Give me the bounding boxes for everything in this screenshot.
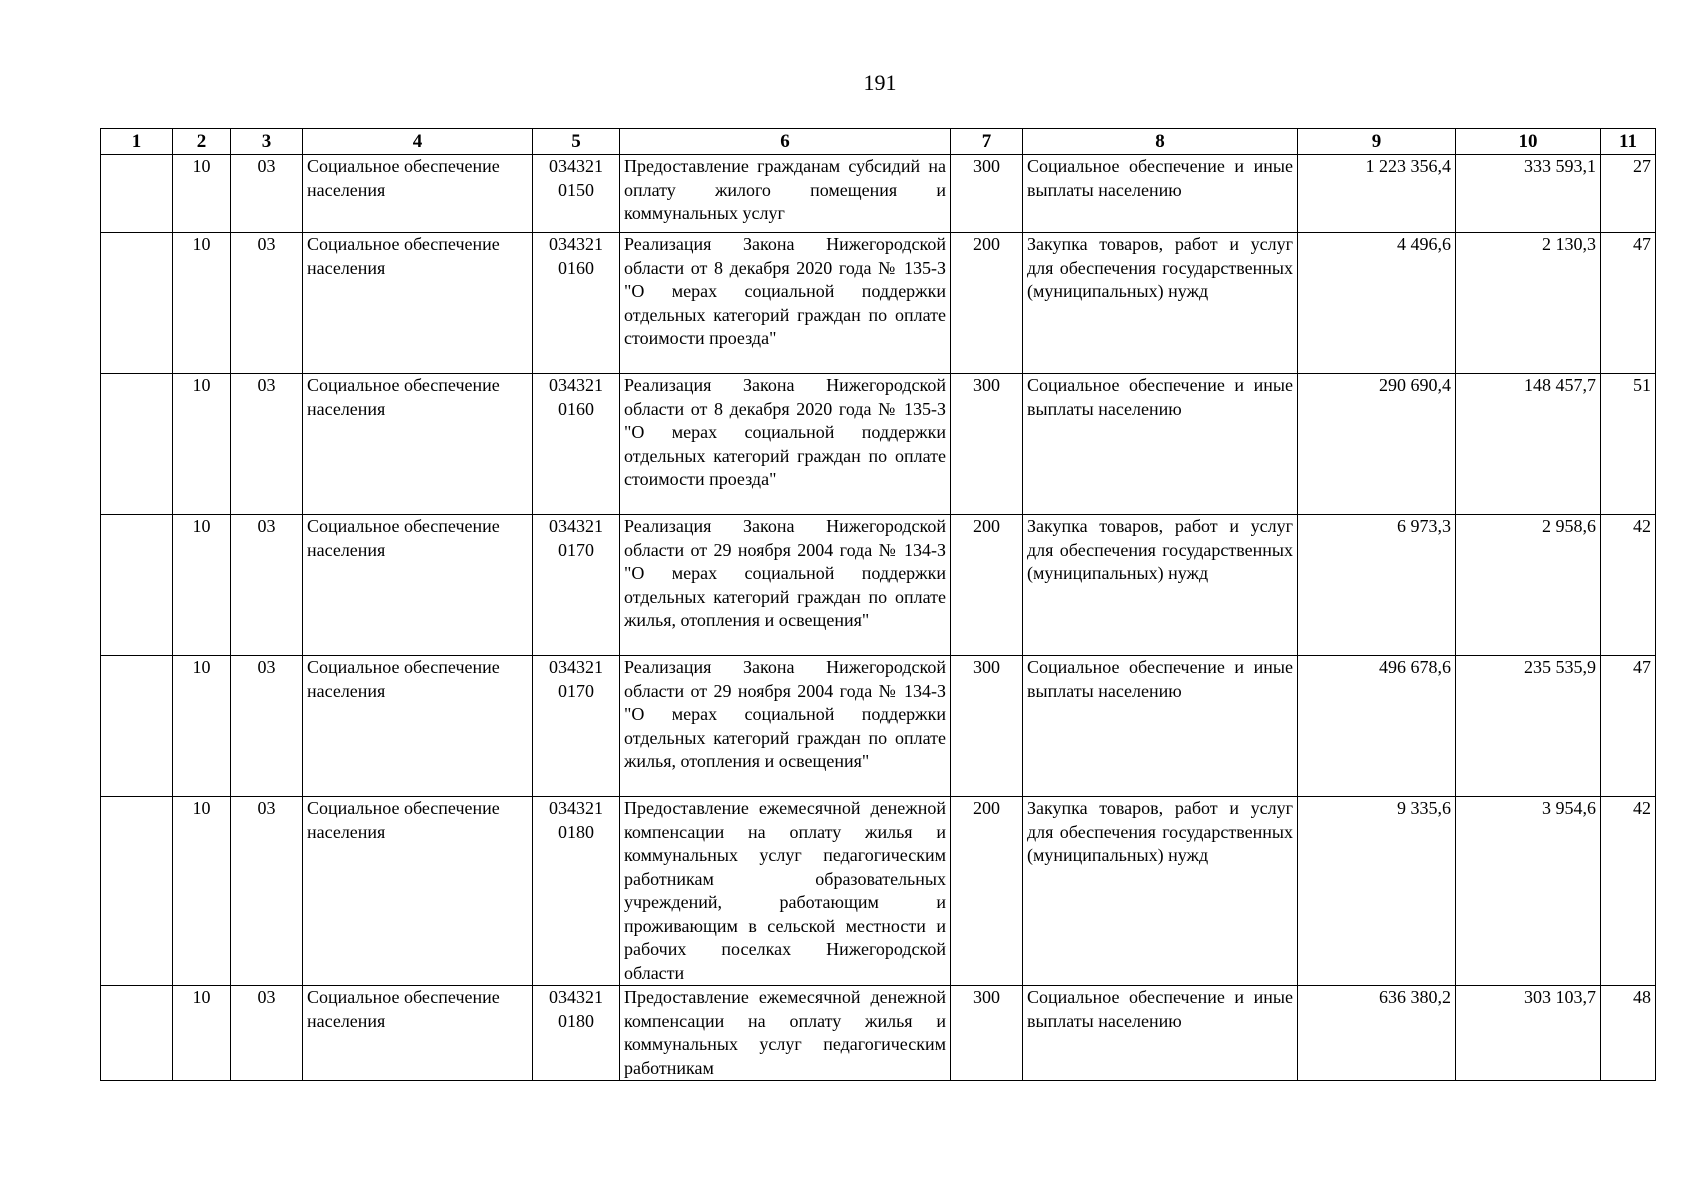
cell-subsection: 03 xyxy=(231,797,303,986)
table-row xyxy=(101,986,1656,1081)
cell-target-code xyxy=(533,233,620,374)
cell-description: Реализация Закона Нижегородской области от 29 ноября 2004 года № 134-З "О мерах социальной поддержки отдельных категорий граждан по оплате жилья, отопления и освещения" xyxy=(620,656,951,797)
table-header-row xyxy=(101,129,1656,155)
target-code-part1: 034321 xyxy=(549,516,603,536)
cell-expense-name: Закупка товаров, работ и услуг для обеспечения государственных (муниципальных) нужд xyxy=(1023,233,1298,374)
cell-section: 10 xyxy=(173,656,231,797)
cell-col1 xyxy=(101,515,173,656)
cell-expense-type: 300 xyxy=(951,155,1023,233)
cell-name: Социальное обеспечение населения xyxy=(303,656,533,797)
cell-actual: 2 958,6 xyxy=(1456,515,1601,656)
cell-plan: 290 690,4 xyxy=(1298,374,1456,515)
cell-name: Социальное обеспечение населения xyxy=(303,797,533,986)
cell-percent: 51 xyxy=(1601,374,1656,515)
table-row xyxy=(101,374,1656,515)
cell-description: Предоставление ежемесячной денежной компенсации на оплату жилья и коммунальных услуг педагогическим работникам xyxy=(620,986,951,1081)
cell-description: Предоставление гражданам субсидий на оплату жилого помещения и коммунальных услуг xyxy=(620,155,951,233)
cell-percent: 42 xyxy=(1601,515,1656,656)
cell-expense-type: 200 xyxy=(951,515,1023,656)
cell-name: Социальное обеспечение населения xyxy=(303,515,533,656)
cell-percent: 42 xyxy=(1601,797,1656,986)
cell-name: Социальное обеспечение населения xyxy=(303,986,533,1081)
target-code-part2: 0170 xyxy=(558,680,594,701)
cell-expense-name: Социальное обеспечение и иные выплаты населению xyxy=(1023,155,1298,233)
cell-subsection: 03 xyxy=(231,986,303,1081)
cell-plan: 4 496,6 xyxy=(1298,233,1456,374)
cell-expense-type: 300 xyxy=(951,374,1023,515)
target-code-part1: 034321 xyxy=(549,987,603,1007)
cell-plan: 1 223 356,4 xyxy=(1298,155,1456,233)
cell-actual: 303 103,7 xyxy=(1456,986,1601,1081)
cell-description: Реализация Закона Нижегородской области от 29 ноября 2004 года № 134-З "О мерах социальной поддержки отдельных категорий граждан по оплате жилья, отопления и освещения" xyxy=(620,515,951,656)
cell-target-code xyxy=(533,374,620,515)
column-header: 9 xyxy=(1298,129,1456,155)
target-code-part2: 0150 xyxy=(558,179,594,200)
cell-actual: 333 593,1 xyxy=(1456,155,1601,233)
cell-section: 10 xyxy=(173,797,231,986)
cell-actual: 3 954,6 xyxy=(1456,797,1601,986)
cell-name: Социальное обеспечение населения xyxy=(303,374,533,515)
cell-section: 10 xyxy=(173,155,231,233)
cell-plan: 9 335,6 xyxy=(1298,797,1456,986)
cell-section: 10 xyxy=(173,233,231,374)
target-code-part2: 0160 xyxy=(558,257,594,278)
cell-col1 xyxy=(101,656,173,797)
cell-description: Предоставление ежемесячной денежной компенсации на оплату жилья и коммунальных услуг педагогическим работникам образовательных учреждений, работающим и проживающим в сельской местности и рабочих поселках Нижегородской области xyxy=(620,797,951,986)
table-row xyxy=(101,797,1656,986)
cell-expense-name: Закупка товаров, работ и услуг для обеспечения государственных (муниципальных) нужд xyxy=(1023,797,1298,986)
target-code-part2: 0180 xyxy=(558,821,594,842)
column-header: 1 xyxy=(101,129,173,155)
column-header: 10 xyxy=(1456,129,1601,155)
cell-actual: 2 130,3 xyxy=(1456,233,1601,374)
cell-target-code xyxy=(533,986,620,1081)
cell-section: 10 xyxy=(173,374,231,515)
table-row xyxy=(101,155,1656,233)
cell-col1 xyxy=(101,374,173,515)
cell-expense-type: 300 xyxy=(951,656,1023,797)
cell-expense-type: 300 xyxy=(951,986,1023,1081)
cell-description: Реализация Закона Нижегородской области от 8 декабря 2020 года № 135-З "О мерах социальной поддержки отдельных категорий граждан по оплате стоимости проезда" xyxy=(620,233,951,374)
target-code-part2: 0160 xyxy=(558,398,594,419)
cell-target-code xyxy=(533,515,620,656)
cell-expense-name: Социальное обеспечение и иные выплаты населению xyxy=(1023,986,1298,1081)
cell-percent: 47 xyxy=(1601,656,1656,797)
cell-subsection: 03 xyxy=(231,155,303,233)
table-row xyxy=(101,233,1656,374)
cell-plan: 496 678,6 xyxy=(1298,656,1456,797)
cell-expense-type: 200 xyxy=(951,797,1023,986)
cell-section: 10 xyxy=(173,515,231,656)
cell-plan: 6 973,3 xyxy=(1298,515,1456,656)
cell-target-code xyxy=(533,155,620,233)
table-row xyxy=(101,656,1656,797)
target-code-part1: 034321 xyxy=(549,798,603,818)
cell-expense-name: Социальное обеспечение и иные выплаты населению xyxy=(1023,656,1298,797)
column-header: 2 xyxy=(173,129,231,155)
table-row xyxy=(101,515,1656,656)
column-header: 8 xyxy=(1023,129,1298,155)
target-code-part1: 034321 xyxy=(549,375,603,395)
cell-subsection: 03 xyxy=(231,656,303,797)
cell-subsection: 03 xyxy=(231,515,303,656)
cell-name: Социальное обеспечение населения xyxy=(303,233,533,374)
cell-col1 xyxy=(101,986,173,1081)
cell-description: Реализация Закона Нижегородской области от 8 декабря 2020 года № 135-З "О мерах социальной поддержки отдельных категорий граждан по оплате стоимости проезда" xyxy=(620,374,951,515)
cell-percent: 48 xyxy=(1601,986,1656,1081)
budget-table xyxy=(100,128,1656,1081)
cell-actual: 235 535,9 xyxy=(1456,656,1601,797)
column-header: 5 xyxy=(533,129,620,155)
cell-subsection: 03 xyxy=(231,233,303,374)
cell-actual: 148 457,7 xyxy=(1456,374,1601,515)
column-header: 4 xyxy=(303,129,533,155)
cell-col1 xyxy=(101,797,173,986)
cell-percent: 27 xyxy=(1601,155,1656,233)
cell-target-code xyxy=(533,797,620,986)
page-number: 191 xyxy=(863,70,897,95)
column-header: 7 xyxy=(951,129,1023,155)
cell-percent: 47 xyxy=(1601,233,1656,374)
target-code-part1: 034321 xyxy=(549,234,603,254)
cell-expense-name: Социальное обеспечение и иные выплаты населению xyxy=(1023,374,1298,515)
cell-target-code xyxy=(533,656,620,797)
cell-col1 xyxy=(101,233,173,374)
column-header: 3 xyxy=(231,129,303,155)
target-code-part1: 034321 xyxy=(549,657,603,677)
target-code-part1: 034321 xyxy=(549,156,603,176)
cell-subsection: 03 xyxy=(231,374,303,515)
cell-name: Социальное обеспечение населения xyxy=(303,155,533,233)
target-code-part2: 0170 xyxy=(558,539,594,560)
cell-plan: 636 380,2 xyxy=(1298,986,1456,1081)
cell-col1 xyxy=(101,155,173,233)
cell-expense-type: 200 xyxy=(951,233,1023,374)
column-header: 11 xyxy=(1601,129,1656,155)
cell-section: 10 xyxy=(173,986,231,1081)
column-header: 6 xyxy=(620,129,951,155)
target-code-part2: 0180 xyxy=(558,1010,594,1031)
cell-expense-name: Закупка товаров, работ и услуг для обеспечения государственных (муниципальных) нужд xyxy=(1023,515,1298,656)
